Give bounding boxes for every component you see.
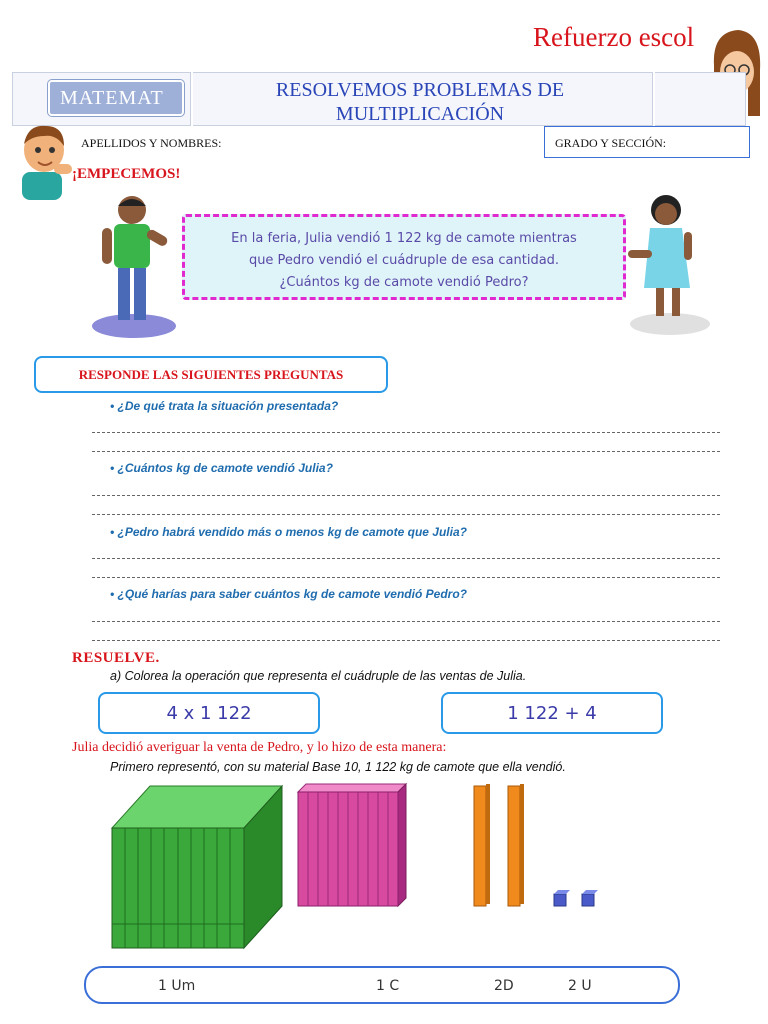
problem-line-3: ¿Cuántos kg de camote vendió Pedro? — [279, 275, 529, 290]
ten-rod-block — [474, 784, 490, 906]
hundred-flat-block — [298, 784, 406, 906]
grade-label: GRADO Y SECCIÓN: — [555, 136, 667, 150]
boy-mascot-illustration — [14, 116, 76, 200]
unit-cube-block — [554, 890, 570, 906]
answer-line[interactable] — [92, 432, 720, 433]
resuelve-instruction: a) Colorea la operación que representa el cuádruple de las ventas de Julia. — [110, 669, 527, 683]
label-units: 2 U — [568, 978, 592, 994]
header-divider — [652, 72, 655, 126]
answer-line[interactable] — [92, 495, 720, 496]
title-line-2: MULTIPLICACIÓN — [335, 103, 505, 125]
label-tens: 2D — [494, 978, 514, 994]
question-3: • ¿Pedro habrá vendido más o menos kg de camote que Julia? — [110, 525, 467, 539]
thousand-cube-block — [112, 786, 282, 948]
worksheet-title — [190, 78, 650, 126]
option-multiplication[interactable]: 4 x 1 122 — [98, 692, 320, 734]
brand-title: Refuerzo escol — [533, 22, 695, 52]
representation-step: Primero representó, con su material Base 10, 1 122 kg de camote que ella vendió. — [110, 760, 566, 774]
answer-line[interactable] — [92, 577, 720, 578]
respond-heading-box: RESPONDE LAS SIGUIENTES PREGUNTAS — [34, 356, 388, 393]
problem-bubble — [182, 214, 626, 300]
name-label: APELLIDOS Y NOMBRES: — [81, 136, 222, 150]
answer-line[interactable] — [92, 621, 720, 622]
answer-line[interactable] — [92, 514, 720, 515]
subject-tab: MATEMAT — [48, 80, 184, 116]
julia-narrative: Julia decidió averiguar la venta de Pedro, y lo hizo de esta manera: — [72, 740, 447, 755]
problem-line-1: En la feria, Julia vendió 1 122 kg de camote mientras — [231, 231, 577, 246]
girl-julia-illustration — [624, 192, 716, 338]
question-2: • ¿Cuántos kg de camote vendió Julia? — [110, 461, 333, 475]
resuelve-heading: RESUELVE. — [72, 650, 160, 666]
ten-rod-block — [508, 784, 524, 906]
answer-line[interactable] — [92, 451, 720, 452]
problem-line-2: que Pedro vendió el cuádruple de esa cantidad. — [248, 253, 560, 268]
unit-cube-block — [582, 890, 598, 906]
name-field[interactable] — [70, 126, 544, 158]
question-4: • ¿Qué harías para saber cuántos kg de camote vendió Pedro? — [110, 587, 467, 601]
label-hundreds: 1 C — [376, 978, 400, 994]
answer-line[interactable] — [92, 640, 720, 641]
label-thousands: 1 Um — [158, 978, 196, 994]
title-line-1: RESOLVEMOS PROBLEMAS DE — [275, 79, 565, 101]
base-ten-blocks — [110, 782, 630, 952]
start-heading: ¡EMPECEMOS! — [72, 166, 181, 182]
question-1: • ¿De qué trata la situación presentada? — [110, 399, 339, 413]
answer-line[interactable] — [92, 558, 720, 559]
boy-pedro-illustration — [88, 192, 182, 340]
grade-field[interactable] — [544, 126, 750, 158]
option-addition[interactable]: 1 122 + 4 — [441, 692, 663, 734]
